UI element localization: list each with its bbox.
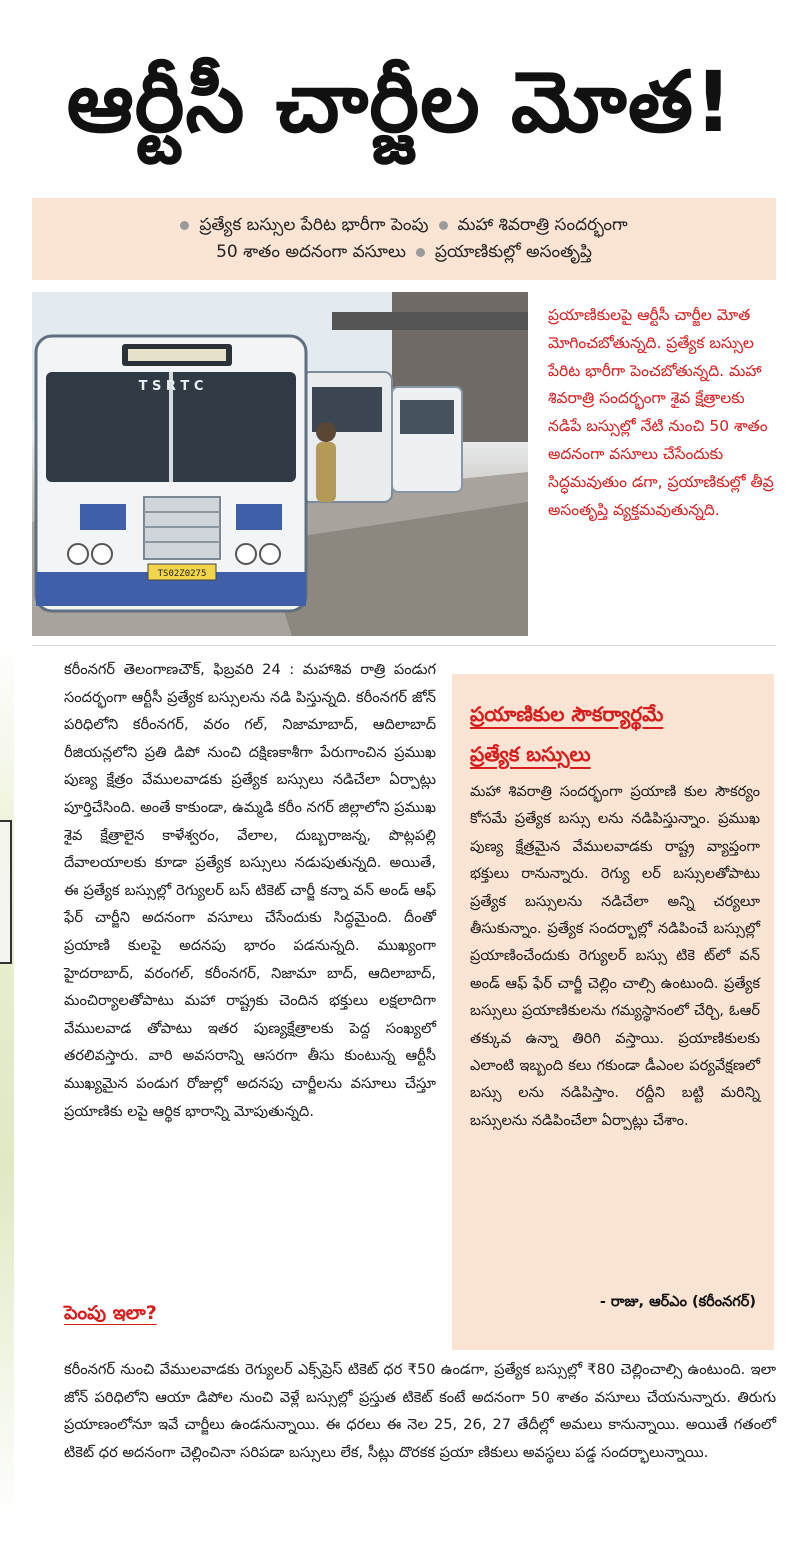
deck-point: మహా శివరాత్రి సందర్భంగా — [457, 214, 628, 235]
bus-photo-illustration — [32, 292, 528, 636]
deck-line-2 — [216, 239, 592, 266]
article-body: కరీంనగర్ తెలంగాణచౌక్, ఫిబ్రవరి 24 : మహాశివ రాత్రి పండుగ సందర్భంగా ఆర్టీసీ ప్రత్యేక బస్సులను నడి పిస్తున్నది. కరీంనగర్ జోన్ పరిధిలోని కరీంనగర్, వరం గల్, నిజామాబాద్, ఆదిలాబాద్ రీజియన్లలోని ప్రతి డిపో నుంచి దక్షిణకాశీగా పేరుగాంచిన ప్రముఖ పుణ్య క్షేత్రం వేములవాడకు ప్రత్యేక బస్సులు నడిచేలా ఏర్పాట్లు పూర్తిచేసింది. అంతే కాకుండా, ఉమ్మడి కరీం నగర్ జిల్లాలోని ప్రముఖ శైవ క్షేత్రాలైన కాళేశ్వరం, వేలాల, దుబ్బరాజన్న, పొట్లపల్లి దేవాలయాలకు కూడా ప్రత్యేక బస్సులు నడుపుతున్నది. అయితే, ఈ ప్రత్యేక బస్సుల్లో రెగ్యులర్ బస్ టికెట్ చార్జీ కన్నా వన్ అండ్ ఆఫ్ ఫేర్ చార్జీని అదనంగా వసూలు చేసేందుకు సిద్ధమైంది. దీంతో ప్రయాణి కులపై అదనపు భారం పడనున్నది. ముఖ్యంగా హైదరాబాద్, వరంగల్, కరీంనగర్, నిజామా బాద్, ఆదిలాబాద్, మంచిర్యాలతోపాటు మహా రాష్ట్రకు చెందిన భక్తులు లక్షలాదిగా వేములవాడ తోపాటు ఇతర పుణ్యక్షేత్రాలకు పెద్ద సంఖ్యలో తరలివస్తారు. వారి అవసరాన్ని ఆసరగా తీసు కుంటున్న ఆర్టీసీ ముఖ్యమైన పండుగ రోజుల్లో అదనపు చార్జీలను వసూలు చేస్తూ ప్రయాణికు లపై ఆర్థిక భారాన్ని మోపుతున్నది. — [64, 661, 436, 1120]
page-edge-strip — [0, 640, 14, 1520]
deck-point: 50 శాతం అదనంగా వసూలు — [216, 242, 406, 262]
bullet-icon — [180, 221, 189, 230]
adjacent-column-edge — [0, 820, 12, 964]
deck-line-1 — [180, 212, 627, 239]
bus-number-plate: TS02Z0275 — [157, 569, 207, 579]
bus-station-photo — [32, 292, 528, 636]
intro-summary: ప్రయాణికులపై ఆర్టీసీ చార్జీల మోత మోగించబోతున్నది. ప్రత్యేక బస్సుల పేరిట భారీగా పెంచబోతున్నది. మహా శివరాత్రి సందర్భంగా శైవ క్షేత్రాలకు నడిపే బస్సుల్లో నేటి నుంచి 50 శాతం అదనంగా వసూలు చేసేందుకు సిద్ధమవుతుం డగా, ప్రయాణికుల్లో తీవ్ర అసంతృప్తి వ్యక్తమవుతున్నది. — [548, 306, 774, 519]
bullet-icon — [416, 248, 425, 257]
deck-point: ప్రత్యేక బస్సుల పేరిట భారీగా పెంపు — [199, 214, 429, 235]
sidebar-credit: - రాజు, ఆర్ఎం (కరీంనగర్) — [599, 1294, 756, 1310]
fare-details-text: కరీంనగర్ నుంచి వేములవాడకు రెగ్యులర్ ఎక్స్‌ప్రెస్ టికెట్ ధర ₹50 ఉండగా, ప్రత్యేక బస్సుల్లో ₹80 చెల్లించాల్సి ఉంటుంది. ఇలా జోన్ పరిధిలోని ఆయా డిపోల నుంచి వెళ్లే బస్సుల్లో ప్రస్తుత టికెట్ కంటే అదనంగా 50 శాతం వసూలు చేయనున్నారు. తిరుగు ప్రయాణంలోనూ ఇవే చార్జీలు ఉండనున్నాయి. ఈ ధరలు ఈ నెల 25, 26, 27 తేదీల్లో అమలు కానున్నాయి. అయితే గతంలో టికెట్ ధర అదనంగా చెల్లించినా సరిపడా బస్సులు లేక, సీట్లు దొరకక ప్రయా ణికులు అవస్థలు పడ్డ సందర్భాలున్నాయి. — [64, 1361, 776, 1461]
sub-headline-deck — [32, 198, 776, 280]
sidebar-box — [452, 674, 774, 1350]
deck-point: ప్రయాణికుల్లో అసంతృప్తి — [434, 242, 592, 262]
section-divider — [32, 645, 776, 646]
sidebar-title-line-2: ప్రత్యేక బస్సులు — [470, 742, 591, 766]
bullet-icon — [439, 221, 448, 230]
headline: ఆర్టీసీ చార్జీల మోత! — [66, 52, 734, 151]
bus-marking: T S R T C — [138, 379, 204, 394]
article-subhead: పెంపు ఇలా? — [64, 1302, 157, 1324]
sidebar-quote: మహా శివరాత్రి సందర్భంగా ప్రయాణి కుల సౌకర్యం కోసమే ప్రత్యేక బస్సు లను నడిపిస్తున్నాం. ప్రముఖ పుణ్య క్షేత్రమైన వేములవాడకు రాష్ట్ర వ్యాప్తంగా భక్తులు రానున్నారు. రెగ్యు లర్ బస్సులతోపాటు ప్రత్యేక బస్సులను నడిచేలా అన్ని చర్యలూ తీసుకున్నాం. ప్రత్యేక సందర్భాల్లో నడిపించే బస్సుల్లో ప్రయాణించేందుకు రెగ్యులర్ బస్సు టికె ట్‌లో వన్ అండ్ ఆఫ్ ఫేర్ చార్జీ చెల్లిం చాల్సి ఉంటుంది. ప్రత్యేక బస్సులు ప్రయాణికులను గమ్యస్థానంలో చేర్చి, ఓఆర్ తక్కువ ఉన్నా తిరిగి వస్తాయి. ప్రయాణికులకు ఎలాంటి ఇబ్బంది కలు గకుండా డీఎంల పర్యవేక్షణలో బస్సు లను నడిపిస్తాం. రద్దీని బట్టి మరిన్ని బస్సులను నడిపించేలా ఏర్పాట్లు చేశాం. — [470, 783, 760, 1129]
sidebar-title — [470, 694, 760, 774]
sidebar-title-line-1: ప్రయాణికుల సౌకర్యార్థమే — [470, 702, 664, 726]
